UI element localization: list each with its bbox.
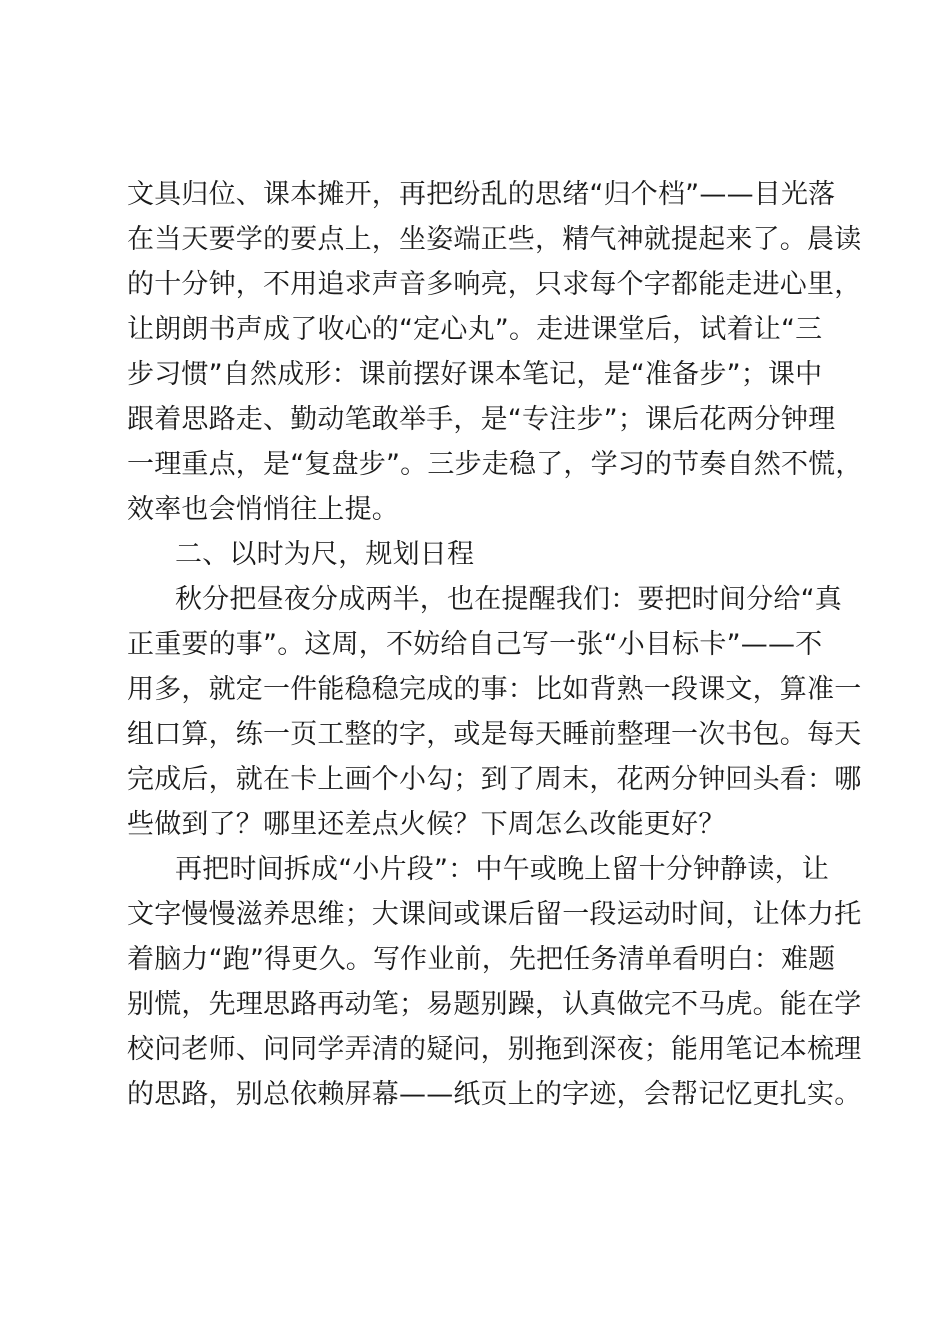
paragraph-2 xyxy=(127,577,862,847)
paragraph-line: 秋分把昼夜分成两半，也在提醒我们：要把时间分给“真 xyxy=(175,584,842,615)
paragraph-line: 正重要的事”。这周，不妨给自己写一张“小目标卡”——不 xyxy=(127,629,823,660)
paragraph-line: 让朗朗书声成了收心的“定心丸”。走进课堂后，试着让“三 xyxy=(127,314,823,345)
paragraph-line: 文具归位、课本摊开，再把纷乱的思绪“归个档”——目光落 xyxy=(127,179,836,210)
paragraph-line: 完成后，就在卡上画个小勾；到了周末，花两分钟回头看：哪 xyxy=(127,764,862,795)
paragraph-line: 再把时间拆成“小片段”：中午或晚上留十分钟静读，让 xyxy=(175,854,829,885)
paragraph-line: 用多，就定一件能稳稳完成的事：比如背熟一段课文，算准一 xyxy=(127,674,862,705)
paragraph-line: 效率也会悄悄往上提。 xyxy=(127,494,399,525)
paragraph-line: 着脑力“跑”得更久。写作业前，先把任务清单看明白：难题 xyxy=(127,944,836,975)
paragraph-line: 一理重点，是“复盘步”。三步走稳了，学习的节奏自然不慌， xyxy=(127,449,863,480)
paragraph-line: 跟着思路走、勤动笔敢举手，是“专注步”；课后花两分钟理 xyxy=(127,404,836,435)
body-text xyxy=(127,172,863,1117)
paragraph-line: 步习惯”自然成形：课前摆好课本笔记，是“准备步”；课中 xyxy=(127,359,823,390)
paragraph-line: 文字慢慢滋养思维；大课间或课后留一段运动时间，让体力托 xyxy=(127,899,862,930)
paragraph-line: 的思路，别总依赖屏幕——纸页上的字迹，会帮记忆更扎实。 xyxy=(127,1079,862,1110)
paragraph-line: 组口算，练一页工整的字，或是每天睡前整理一次书包。每天 xyxy=(127,719,862,750)
paragraph-line: 的十分钟，不用追求声音多响亮，只求每个字都能走进心里， xyxy=(127,269,862,300)
paragraph-line: 校问老师、问同学弄清的疑问，别拖到深夜；能用笔记本梳理 xyxy=(127,1034,862,1065)
paragraph-1 xyxy=(127,172,863,532)
paragraph-line: 别慌，先理思路再动笔；易题别躁，认真做完不马虎。能在学 xyxy=(127,989,862,1020)
section-heading: 二、以时为尺，规划日程 xyxy=(175,539,475,570)
paragraph-line: 些做到了？哪里还差点火候？下周怎么改能更好？ xyxy=(127,809,726,840)
paragraph-3 xyxy=(127,847,862,1117)
paragraph-line: 在当天要学的要点上，坐姿端正些，精气神就提起来了。晨读 xyxy=(127,224,862,255)
